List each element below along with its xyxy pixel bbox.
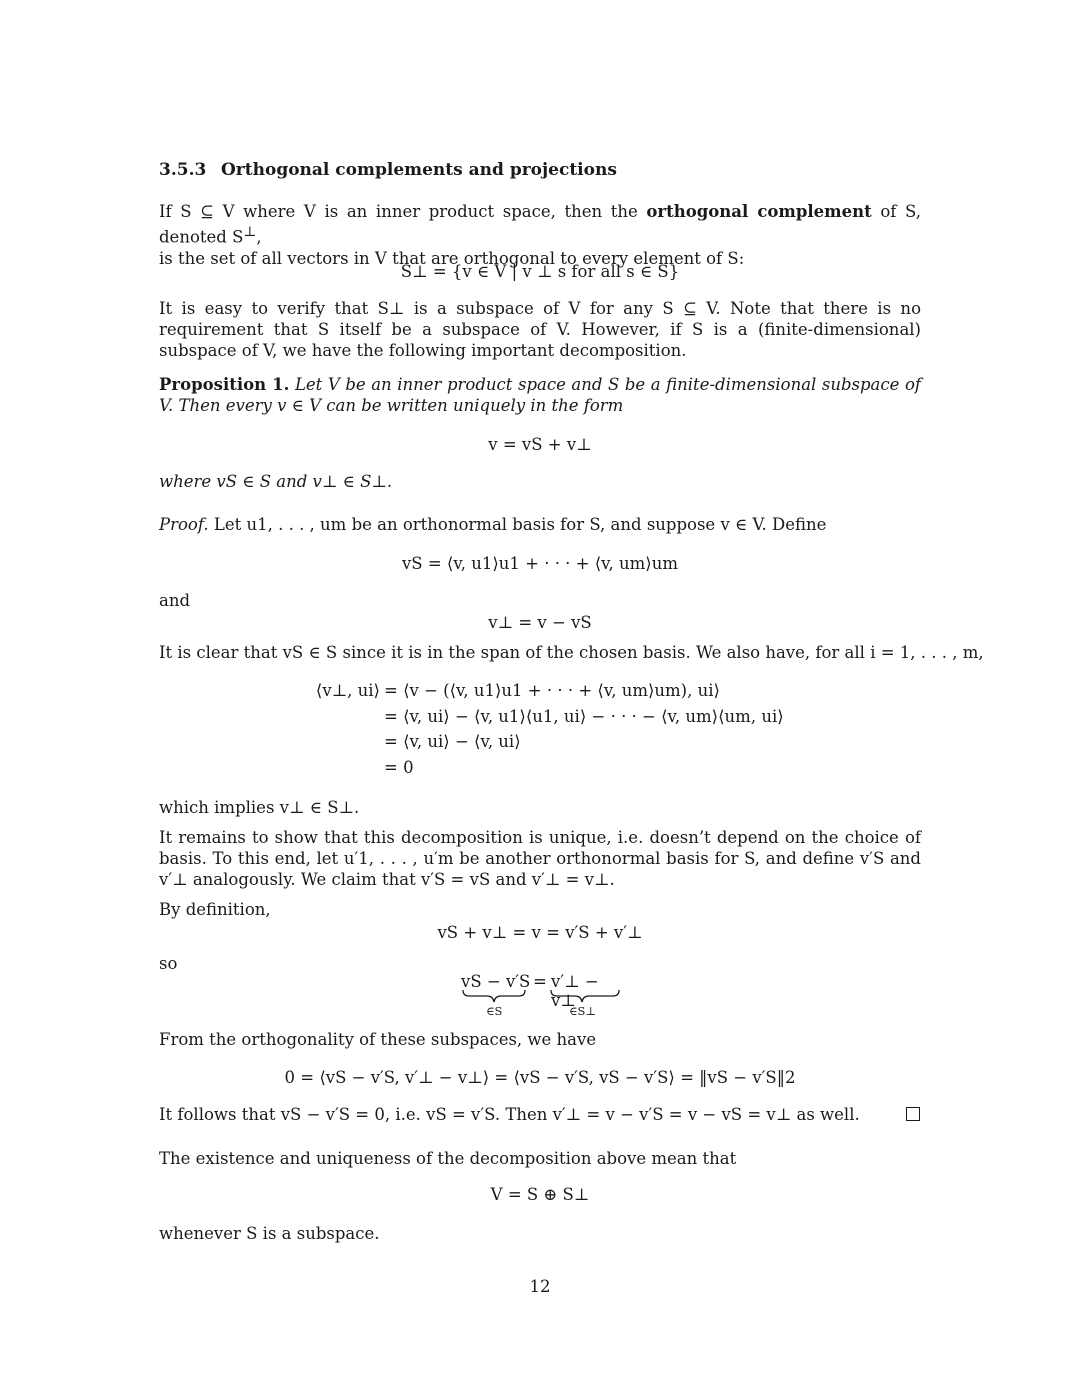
align-rhs: = ⟨v, ui⟩ − ⟨v, u1⟩⟨u1, ui⟩ − · · · − ⟨v, um⟩⟨um, ui⟩ bbox=[384, 706, 784, 726]
aligned-equations bbox=[314, 678, 784, 780]
proof-text: Let u1, . . . , um be an orthonormal basis for S, and suppose v ∈ V. Define bbox=[213, 515, 827, 534]
proposition-text: Let V be an inner product space and S be a finite-dimensional subspace of V. Then every v ∈ V can be written uniquely in the form bbox=[159, 375, 921, 415]
section-number: 3.5.3 bbox=[159, 160, 207, 180]
equation-decomposition: v = vS + v⊥ bbox=[488, 435, 592, 454]
section-title: Orthogonal complements and projections bbox=[221, 160, 617, 180]
paragraph-subspace-note: It is easy to verify that S⊥ is a subspace of V for any S ⊆ V. Note that there is no requirement that S itself be a subspace of V. However, if S is a (finite-dimensional) subspace of V, we have the following important decomposition. bbox=[159, 299, 921, 360]
follows-line: It follows that vS − v′S = 0, i.e. vS = v′S. Then v′⊥ = v − v′S = v − vS = v⊥ as well. bbox=[159, 1105, 860, 1124]
qed-square-icon bbox=[906, 1107, 920, 1121]
section-heading bbox=[159, 160, 921, 181]
term-orthogonal-complement: orthogonal complement bbox=[646, 202, 872, 221]
paragraph-span: It is clear that vS ∈ S since it is in the span of the chosen basis. We also have, for all i = 1, . . . , m, bbox=[159, 643, 984, 662]
equation-two-decompositions: vS + v⊥ = v = v′S + v′⊥ bbox=[437, 923, 643, 942]
perp-superscript: ⊥ bbox=[243, 224, 257, 240]
proposition-label: Proposition 1. bbox=[159, 375, 290, 394]
proposition-1 bbox=[159, 374, 921, 416]
align-lhs bbox=[314, 704, 384, 730]
paragraph-orthogonality: From the orthogonality of these subspaces, we have bbox=[159, 1030, 597, 1049]
proposition-where: where vS ∈ S and v⊥ ∈ S⊥. bbox=[159, 472, 393, 491]
paragraph-existence: The existence and uniqueness of the decomposition above mean that bbox=[159, 1149, 737, 1168]
paragraph-uniqueness: It remains to show that this decomposition is unique, i.e. doesn’t depend on the choice of basis. To this end, let u′1, . . . , u′m be another orthonormal basis for S, and define v′S and v′⊥ analogously. We claim that v′S = vS and v′⊥ = v⊥. bbox=[159, 828, 921, 889]
equation-vperp-def: v⊥ = v − vS bbox=[488, 613, 592, 632]
align-lhs: ⟨v⊥, ui⟩ bbox=[315, 681, 380, 700]
equation-direct-sum: V = S ⊕ S⊥ bbox=[490, 1185, 590, 1204]
align-lhs bbox=[314, 755, 384, 781]
align-row bbox=[314, 678, 784, 704]
eq-left-term: vS − v′S bbox=[461, 972, 531, 991]
align-rhs: = ⟨v, ui⟩ − ⟨v, ui⟩ bbox=[384, 732, 521, 751]
align-lhs bbox=[314, 729, 384, 755]
eq-right-term: v′⊥ − v⊥ bbox=[551, 972, 599, 1010]
underbrace-equation bbox=[459, 972, 621, 1024]
equation-vs-def: vS = ⟨v, u1⟩u1 + · · · + ⟨v, um⟩um bbox=[401, 554, 679, 573]
whenever-line: whenever S is a subspace. bbox=[159, 1224, 380, 1243]
under-label-sperp: ∈S⊥ bbox=[569, 1004, 597, 1018]
underbrace-left bbox=[463, 990, 525, 1002]
under-label-s: ∈S bbox=[486, 1004, 503, 1018]
align-row bbox=[314, 729, 784, 755]
text-run: of S, denoted S bbox=[159, 202, 921, 247]
align-rhs: = ⟨v − (⟨v, u1⟩u1 + · · · + ⟨v, um⟩um), ui⟩ bbox=[384, 681, 720, 700]
proof-intro bbox=[159, 514, 921, 535]
equation-complement-def: S⊥ = {v ∈ V | v ⊥ s for all s ∈ S} bbox=[400, 262, 680, 281]
text-run: , bbox=[256, 227, 262, 247]
align-row bbox=[314, 755, 784, 781]
proof-label: Proof. bbox=[159, 515, 209, 534]
by-definition: By definition, bbox=[159, 900, 271, 919]
and-word: and bbox=[159, 591, 191, 610]
paragraph-definition bbox=[159, 201, 921, 269]
text-run: is the set of all vectors in V that are orthogonal to every element of S: bbox=[159, 248, 745, 268]
align-rhs: = 0 bbox=[384, 757, 414, 777]
so-word: so bbox=[159, 954, 178, 973]
implies-line: which implies v⊥ ∈ S⊥. bbox=[159, 798, 360, 817]
text-run: If S ⊆ V where V is an inner product space, then the bbox=[159, 202, 647, 221]
equation-norm: 0 = ⟨vS − v′S, v′⊥ − v⊥⟩ = ⟨vS − v′S, vS − v′S⟩ = ‖vS − v′S‖2 bbox=[284, 1068, 796, 1087]
page-number: 12 bbox=[529, 1277, 551, 1296]
eq-equals: = bbox=[533, 972, 547, 991]
align-row bbox=[314, 704, 784, 730]
